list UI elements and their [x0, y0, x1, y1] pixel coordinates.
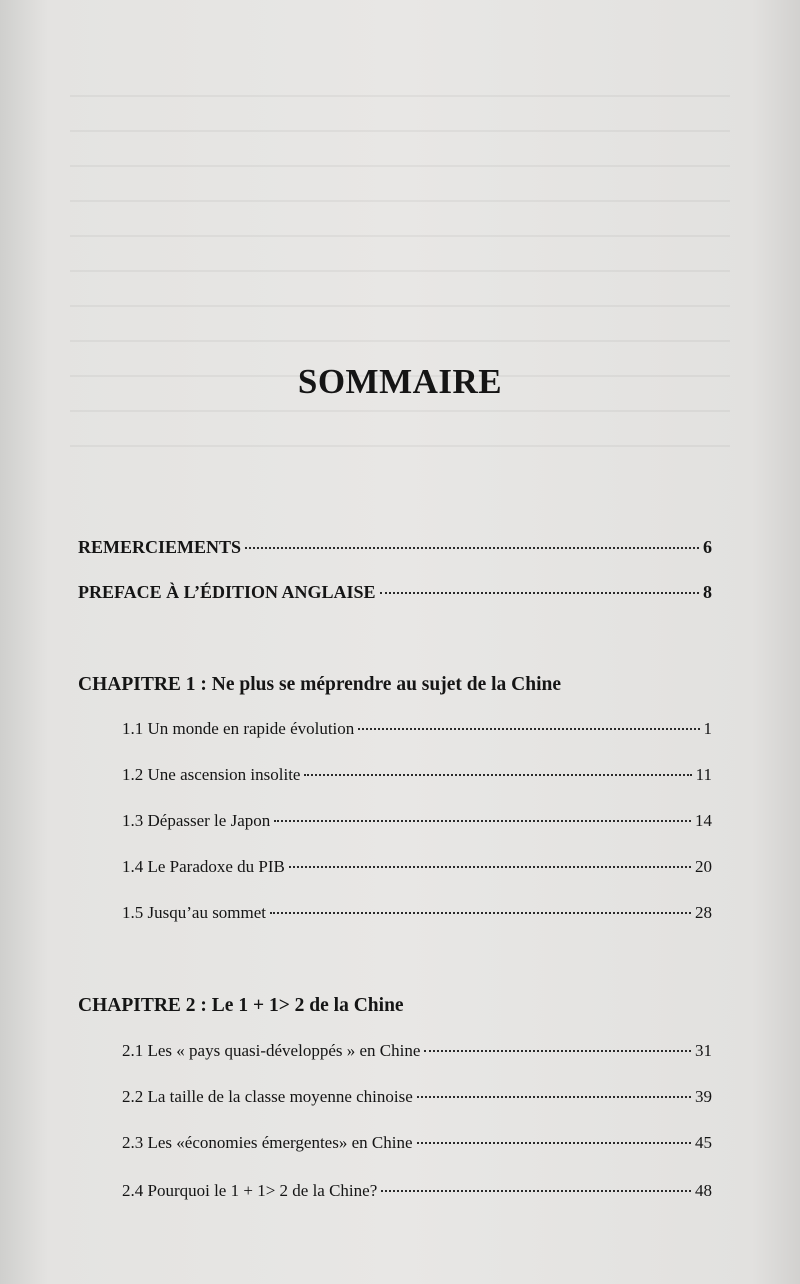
toc-entry-page: 14 [695, 811, 712, 830]
toc-entry-page: 39 [695, 1087, 712, 1106]
toc-entry-label: 1.1 Un monde en rapide évolution [122, 719, 355, 738]
toc-entry-label: 2.4 Pourquoi le 1 + 1> 2 de la Chine? [122, 1181, 378, 1200]
dot-leader [304, 773, 691, 776]
toc-entry-2-2[interactable] [122, 1087, 712, 1107]
toc-entry-1-4[interactable] [122, 857, 712, 877]
toc-entry-label: 1.3 Dépasser le Japon [122, 811, 271, 830]
toc-entry-page: 48 [695, 1181, 712, 1200]
toc-entry-page: 31 [695, 1041, 712, 1060]
dot-leader [417, 1141, 692, 1144]
toc-entry-page: 8 [703, 582, 712, 602]
toc-entry-page: 11 [695, 765, 712, 784]
toc-entry-1-5[interactable] [122, 903, 712, 923]
chapter-2-heading[interactable]: CHAPITRE 2 : Le 1 + 1> 2 de la Chine [78, 995, 404, 1016]
toc-entry-label: 2.3 Les «économies émergentes» en Chine [122, 1133, 413, 1152]
toc-entry-page: 20 [695, 857, 712, 876]
toc-entry-label: PREFACE À L’ÉDITION ANGLAISE [78, 582, 376, 602]
dot-leader [274, 819, 691, 822]
toc-entry-label: 2.1 Les « pays quasi-développés » en Chine [122, 1041, 421, 1060]
toc-entry-label: 2.2 La taille de la classe moyenne chinoise [122, 1087, 413, 1106]
dot-leader [270, 911, 691, 914]
toc-entry-1-1[interactable] [122, 719, 712, 739]
dot-leader [245, 546, 699, 549]
dot-leader [417, 1095, 691, 1098]
toc-entry-page: 45 [695, 1133, 712, 1152]
toc-entry-label: REMERCIEMENTS [78, 537, 242, 557]
toc-entry-page: 1 [703, 719, 712, 738]
toc-entry-label: 1.5 Jusqu’au sommet [122, 903, 267, 922]
show-through-text [70, 95, 730, 480]
toc-entry-label: 1.2 Une ascension insolite [122, 765, 301, 784]
dot-leader [381, 1189, 691, 1192]
chapter-1-heading[interactable]: CHAPITRE 1 : Ne plus se méprendre au sujet de la Chine [78, 674, 562, 695]
page-title: SOMMAIRE [297, 362, 503, 401]
toc-entry-remerciements[interactable] [78, 537, 712, 558]
dot-leader [358, 727, 699, 730]
toc-entry-preface[interactable] [78, 582, 712, 603]
dot-leader [424, 1049, 691, 1052]
toc-entry-1-2[interactable] [122, 765, 712, 785]
toc-entry-1-3[interactable] [122, 811, 712, 831]
toc-entry-2-3[interactable] [122, 1133, 712, 1153]
dot-leader [380, 591, 699, 594]
toc-entry-2-1[interactable] [122, 1041, 712, 1061]
toc-entry-page: 28 [695, 903, 712, 922]
dot-leader [289, 865, 691, 868]
toc-entry-2-4[interactable] [122, 1181, 712, 1201]
toc-entry-page: 6 [703, 537, 712, 557]
toc-entry-label: 1.4 Le Paradoxe du PIB [122, 857, 285, 876]
